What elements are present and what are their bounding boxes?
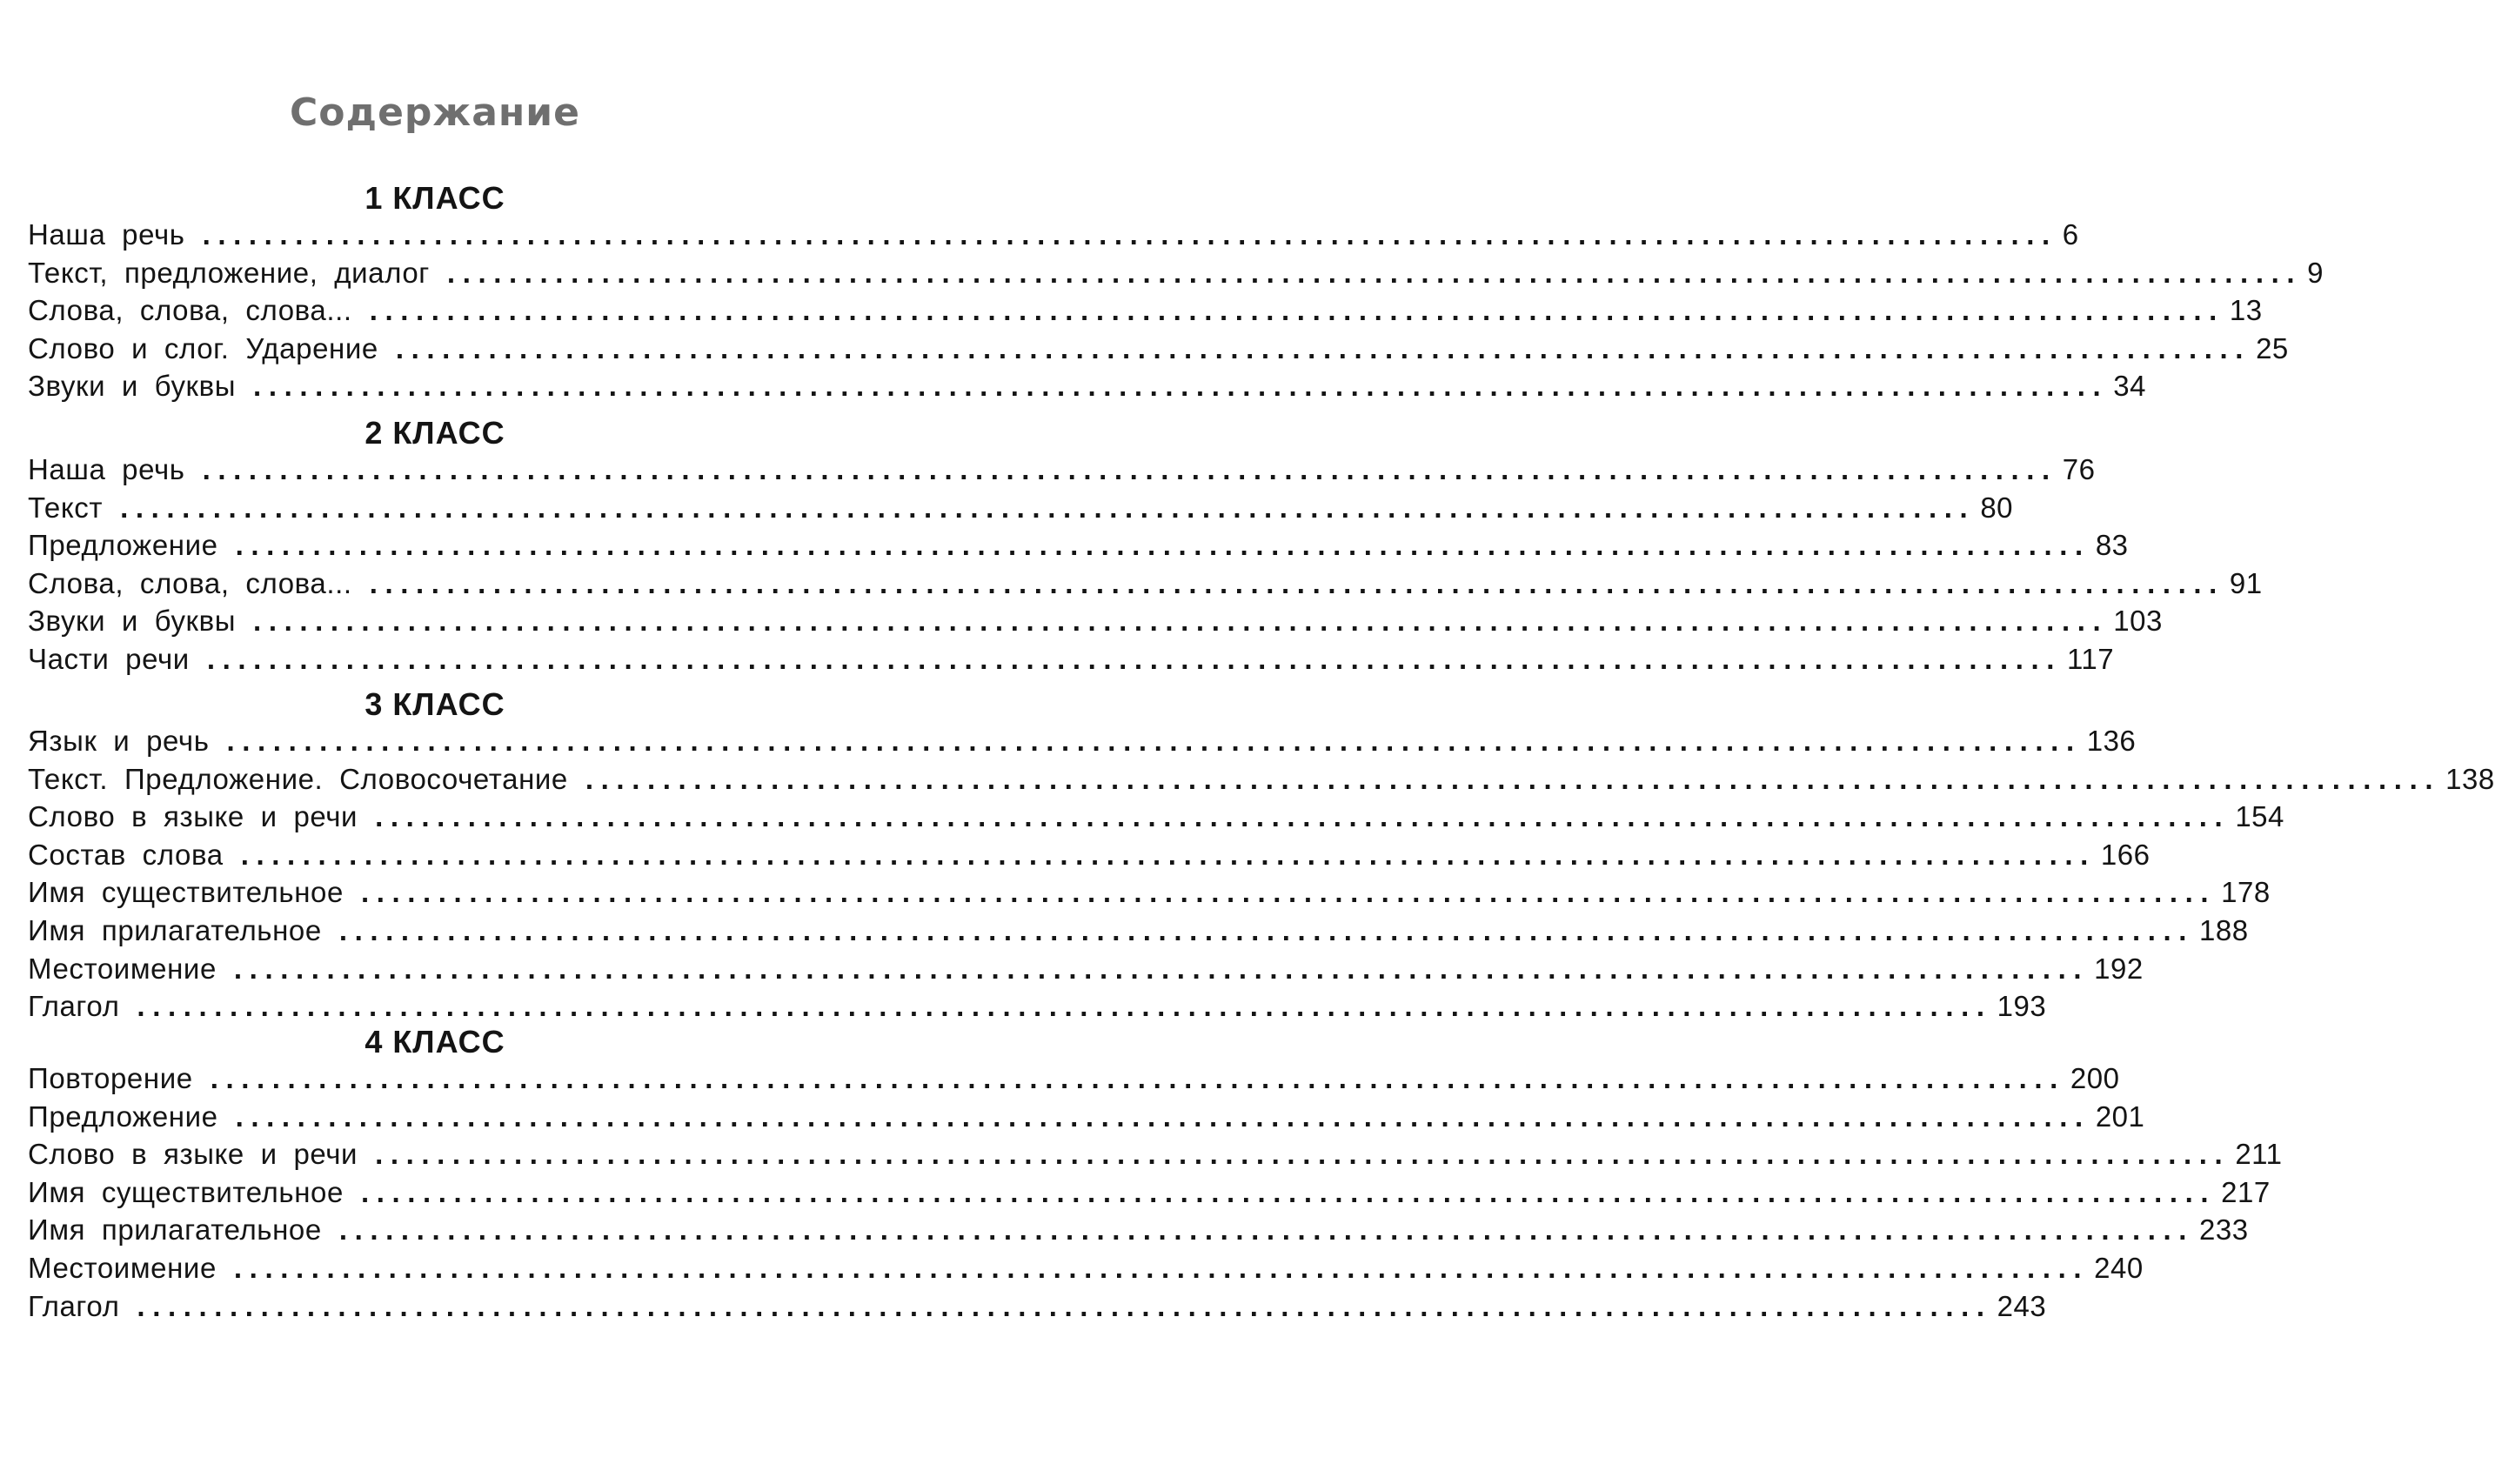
- toc-entry-page: 13: [2229, 294, 2263, 327]
- dot-leader: ........................................................................................................................: [210, 1062, 2065, 1094]
- toc-entry-page: 188: [2199, 913, 2249, 946]
- dot-leader: ........................................................................................................................: [202, 453, 2057, 485]
- toc-entry-page: 91: [2229, 566, 2263, 599]
- section-heading-grade-3: 3 КЛАСС: [365, 686, 505, 722]
- toc-entry[interactable]: [28, 1173, 2271, 1212]
- dot-leader: ........................................................................................................................: [338, 1213, 2195, 1247]
- toc-entry-page: 243: [1997, 1289, 2047, 1322]
- dot-leader: ........................................................................................................................: [235, 1100, 2090, 1133]
- toc-entry-label: Наша речь: [28, 453, 185, 485]
- dot-leader: ........................................................................................................................: [585, 762, 2441, 795]
- toc-entry-page: 80: [1980, 491, 2014, 524]
- toc-list-grade-2: [28, 451, 2263, 678]
- toc-entry-page: 200: [2070, 1062, 2120, 1094]
- toc-entry[interactable]: [28, 1287, 2047, 1326]
- toc-entry-label: Текст: [28, 491, 104, 524]
- page-title: Содержание: [290, 90, 580, 135]
- toc-entry-page: 211: [2235, 1138, 2283, 1171]
- toc-entry[interactable]: [28, 950, 2144, 988]
- dot-leader: ........................................................................................................................: [233, 1251, 2090, 1284]
- section-heading-grade-2: 2 КЛАСС: [365, 415, 505, 451]
- dot-leader: ........................................................................................................................: [253, 370, 2109, 403]
- toc-entry-page: 201: [2095, 1100, 2145, 1133]
- section-heading-grade-4: 4 КЛАСС: [365, 1024, 505, 1060]
- dot-leader: ........................................................................................................................: [338, 913, 2195, 946]
- toc-entry-label: Местоимение: [28, 952, 217, 985]
- toc-entry-label: Местоимение: [28, 1251, 217, 1284]
- toc-entry[interactable]: [28, 1060, 2120, 1098]
- dot-leader: ........................................................................................................................: [395, 331, 2251, 364]
- toc-entry-label: Слово и слог. Ударение: [28, 331, 378, 364]
- toc-entry[interactable]: [28, 291, 2263, 330]
- toc-entry-label: Глагол: [28, 1289, 120, 1322]
- toc-entry-page: 178: [2221, 876, 2271, 909]
- toc-entry-page: 154: [2235, 800, 2284, 833]
- toc-list-grade-3: [28, 722, 2495, 1026]
- toc-entry-label: Части речи: [28, 642, 190, 675]
- toc-entry-label: Глагол: [28, 990, 120, 1023]
- toc-entry-page: 34: [2113, 370, 2146, 403]
- toc-entry-page: 83: [2095, 529, 2129, 562]
- toc-entry-label: Слово в языке и речи: [28, 1138, 358, 1171]
- toc-entry-label: Повторение: [28, 1062, 193, 1094]
- toc-entry[interactable]: [28, 1249, 2144, 1287]
- toc-entry[interactable]: [28, 602, 2163, 640]
- toc-entry[interactable]: [28, 330, 2289, 368]
- toc-entry-page: 9: [2307, 256, 2324, 289]
- toc-entry-page: 138: [2445, 762, 2495, 795]
- toc-entry-page: 192: [2094, 952, 2144, 985]
- dot-leader: ........................................................................................................................: [233, 952, 2090, 985]
- dot-leader: ........................................................................................................................: [253, 605, 2109, 638]
- dot-leader: ........................................................................................................................: [202, 218, 2057, 251]
- toc-entry[interactable]: [28, 640, 2115, 678]
- toc-entry-page: 233: [2199, 1213, 2249, 1247]
- toc-entry[interactable]: [28, 1135, 2283, 1173]
- toc-entry-label: Имя существительное: [28, 876, 344, 909]
- dot-leader: ........................................................................................................................: [369, 294, 2224, 327]
- section-heading-grade-1: 1 КЛАСС: [365, 180, 505, 216]
- dot-leader: ........................................................................................................................: [446, 256, 2303, 289]
- toc-entry[interactable]: [28, 526, 2129, 565]
- toc-entry[interactable]: [28, 722, 2137, 760]
- toc-entry-page: 117: [2067, 642, 2115, 675]
- toc-entry-page: 136: [2086, 725, 2137, 757]
- toc-entry-page: 240: [2094, 1251, 2144, 1284]
- toc-entry-label: Предложение: [28, 1100, 218, 1133]
- toc-entry-label: Предложение: [28, 529, 218, 562]
- toc-entry-label: Состав слова: [28, 838, 224, 871]
- dot-leader: ........................................................................................................................: [120, 491, 1976, 524]
- toc-entry[interactable]: [28, 987, 2047, 1026]
- toc-entry-label: Наша речь: [28, 218, 185, 251]
- dot-leader: ........................................................................................................................: [360, 876, 2217, 909]
- dot-leader: ........................................................................................................................: [226, 725, 2082, 757]
- toc-entry-label: Язык и речь: [28, 725, 210, 757]
- toc-entry-page: 6: [2062, 218, 2079, 251]
- toc-entry-label: Имя прилагательное: [28, 1213, 322, 1247]
- toc-entry[interactable]: [28, 451, 2096, 489]
- toc-entry[interactable]: [28, 1211, 2249, 1249]
- dot-leader: ........................................................................................................................: [369, 566, 2224, 599]
- toc-entry-label: Имя прилагательное: [28, 913, 322, 946]
- toc-entry-page: 76: [2062, 453, 2096, 485]
- toc-entry[interactable]: [28, 1098, 2145, 1136]
- toc-entry[interactable]: [28, 873, 2271, 912]
- toc-entry-label: Звуки и буквы: [28, 605, 237, 638]
- toc-entry-label: Слова, слова, слова...: [28, 294, 352, 327]
- toc-entry-label: Текст. Предложение. Словосочетание: [28, 762, 568, 795]
- dot-leader: ........................................................................................................................: [137, 990, 1992, 1023]
- toc-entry-label: Звуки и буквы: [28, 370, 237, 403]
- toc-entry-page: 193: [1997, 990, 2047, 1023]
- toc-entry[interactable]: [28, 912, 2249, 950]
- toc-entry[interactable]: [28, 367, 2146, 405]
- dot-leader: ........................................................................................................................: [375, 800, 2231, 833]
- toc-entry[interactable]: [28, 836, 2151, 874]
- toc-entry-label: Слова, слова, слова...: [28, 566, 352, 599]
- toc-entry-label: Слово в языке и речи: [28, 800, 358, 833]
- toc-entry[interactable]: [28, 760, 2495, 799]
- dot-leader: ........................................................................................................................: [235, 529, 2090, 562]
- dot-leader: ........................................................................................................................: [137, 1289, 1992, 1322]
- toc-entry[interactable]: [28, 489, 2014, 527]
- toc-entry-label: Имя существительное: [28, 1175, 344, 1208]
- toc-entry[interactable]: [28, 798, 2284, 836]
- toc-entry[interactable]: [28, 565, 2263, 603]
- toc-entry[interactable]: [28, 254, 2324, 292]
- toc-list-grade-1: [28, 216, 2324, 405]
- dot-leader: ........................................................................................................................: [360, 1175, 2217, 1208]
- toc-entry-page: 217: [2221, 1175, 2271, 1208]
- toc-entry-page: 166: [2100, 838, 2151, 871]
- toc-entry-page: 103: [2113, 605, 2163, 638]
- dot-leader: ........................................................................................................................: [375, 1138, 2231, 1171]
- dot-leader: ........................................................................................................................: [206, 642, 2063, 675]
- toc-entry-page: 25: [2256, 331, 2289, 364]
- toc-entry-label: Текст, предложение, диалог: [28, 256, 430, 289]
- toc-list-grade-4: [28, 1060, 2283, 1325]
- toc-entry[interactable]: [28, 216, 2079, 254]
- dot-leader: ........................................................................................................................: [240, 838, 2096, 871]
